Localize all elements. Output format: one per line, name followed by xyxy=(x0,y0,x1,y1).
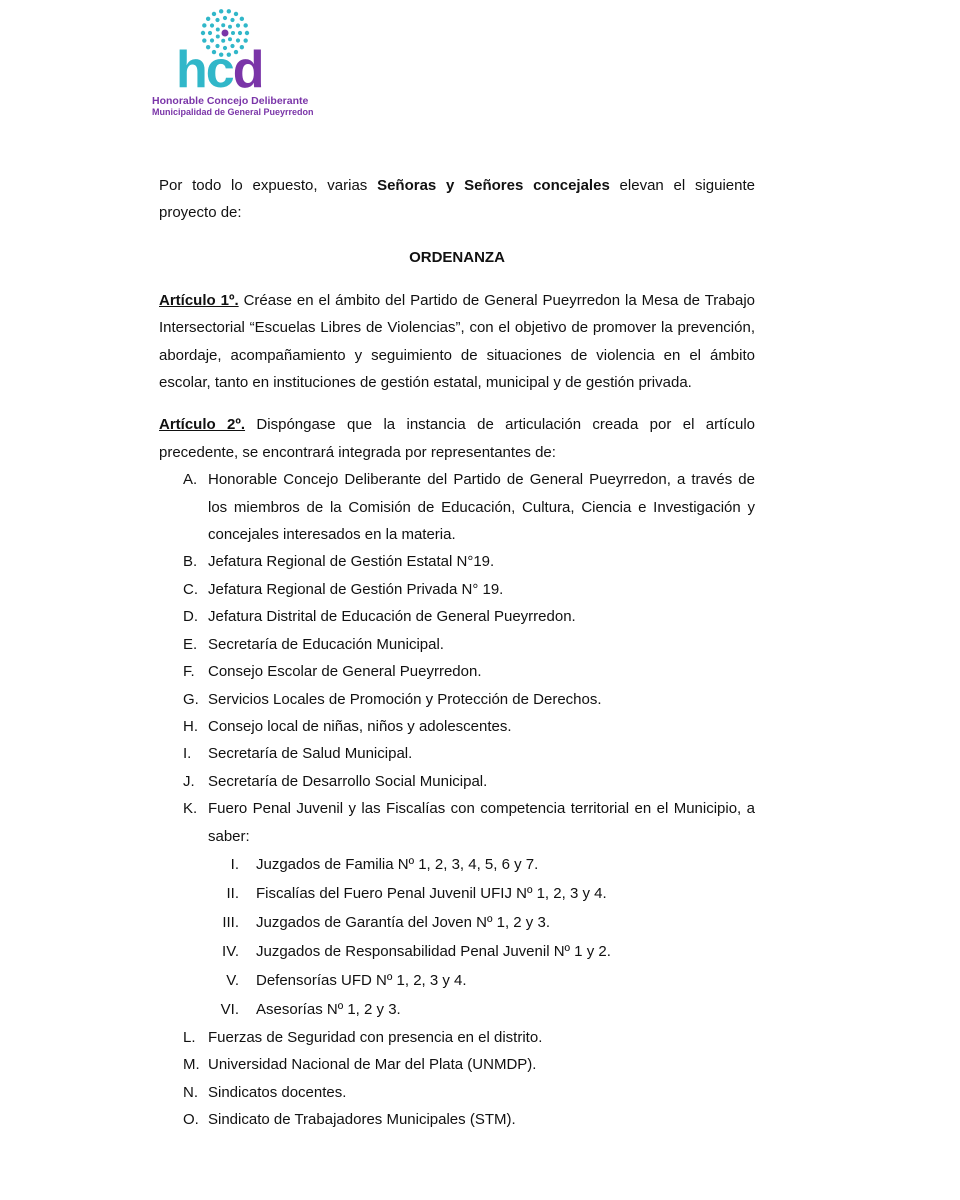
list-item xyxy=(159,576,755,603)
list-marker: VI. xyxy=(220,1000,239,1018)
list-marker: L. xyxy=(183,1028,196,1046)
list-marker: N. xyxy=(183,1083,198,1101)
list-item-text: Universidad Nacional de Mar del Plata (UNMDP). xyxy=(208,1056,537,1074)
logo-dot xyxy=(230,18,234,22)
logo-dot xyxy=(201,31,205,35)
logo-dot xyxy=(210,23,214,27)
list-marker: E. xyxy=(183,635,198,653)
list-marker: M. xyxy=(183,1056,200,1074)
logo-dot xyxy=(206,17,210,21)
logo-dot xyxy=(212,12,216,16)
list-item-text: Juzgados de Garantía del Joven Nº 1, 2 y 3. xyxy=(256,913,550,931)
list-item xyxy=(159,686,755,713)
list-item-text: Asesorías Nº 1, 2 y 3. xyxy=(256,1000,401,1018)
article-2-label: Artículo 2º. xyxy=(159,416,246,434)
logo-line-2: Municipalidad de General Pueyrredon xyxy=(152,107,314,117)
list-item-text: Consejo Escolar de General Pueyrredon. xyxy=(208,663,482,681)
logo-line-1: Honorable Concejo Deliberante xyxy=(152,95,309,107)
list-item-text: Jefatura Regional de Gestión Estatal N°19. xyxy=(208,553,495,571)
logo-dot xyxy=(238,31,242,35)
logo-dot xyxy=(234,12,238,16)
list-item xyxy=(159,713,755,740)
list-marker: K. xyxy=(183,800,198,818)
logo-dot xyxy=(219,9,223,13)
list-item-text: Juzgados de Familia Nº 1, 2, 3, 4, 5, 6 y 7. xyxy=(256,855,539,873)
list-item-text: Sindicato de Trabajadores Municipales (STM). xyxy=(208,1111,516,1129)
sublist-k xyxy=(208,850,755,1024)
sublist-item xyxy=(159,908,755,937)
logo-center-dot xyxy=(222,30,229,37)
logo-dot xyxy=(228,25,232,29)
list-item-text: Secretaría de Salud Municipal. xyxy=(208,745,413,763)
list-marker: B. xyxy=(183,553,198,571)
list-marker: II. xyxy=(226,884,239,902)
logo-dot xyxy=(216,28,220,32)
list-item xyxy=(159,1106,755,1133)
list-item xyxy=(159,631,755,658)
list-item-text: Sindicatos docentes. xyxy=(208,1083,347,1101)
article-1-text: Créase en el ámbito del Partido de General Pueyrredon la Mesa de Trabajo Intersectorial “Escuelas Libres de Violencias”, con el objetivo de promover la prevención, abordaje, acompañamiento y seguimiento de situaciones de violencia en el ámbito escolar, tanto en instituciones de gestión estatal, municipal y de gestión privada. xyxy=(159,291,755,392)
list-marker: F. xyxy=(183,663,195,681)
logo-wordmark xyxy=(176,41,263,99)
intro-text-end: elevan el siguiente proyecto de: xyxy=(159,177,755,222)
list-item xyxy=(159,548,755,575)
logo-letter-d: d xyxy=(232,41,263,99)
list-marker: G. xyxy=(183,690,199,708)
list-item xyxy=(159,603,755,630)
list-marker: C. xyxy=(183,580,198,598)
list-item-text: Servicios Locales de Promoción y Protección de Derechos. xyxy=(208,690,602,708)
list-item-text: Defensorías UFD Nº 1, 2, 3 y 4. xyxy=(256,971,467,989)
list-item xyxy=(159,795,755,850)
intro-text-start: Por todo lo expuesto, varias xyxy=(159,177,378,194)
logo-letter-h: h xyxy=(176,41,206,99)
list-marker: V. xyxy=(226,971,239,989)
logo-dot xyxy=(202,23,206,27)
logo-dot xyxy=(227,9,231,13)
list-marker: I. xyxy=(183,745,192,763)
list-item-text: Honorable Concejo Deliberante del Partido de General Pueyrredon, a través de los miembros de la Comisión de Educación, Cultura, Ciencia e Investigación y concejales interesados en la materia. xyxy=(208,471,755,544)
list-marker: III. xyxy=(222,913,239,931)
list-item-text: Fiscalías del Fuero Penal Juvenil UFIJ Nº 1, 2, 3 y 4. xyxy=(256,884,607,902)
list-marker: A. xyxy=(183,471,198,489)
intro-paragraph xyxy=(159,172,755,227)
list-item-text: Consejo local de niñas, niños y adolescentes. xyxy=(208,717,512,735)
hcd-logo xyxy=(150,8,314,117)
list-marker: J. xyxy=(183,772,195,790)
list-item-text: Jefatura Regional de Gestión Privada N° 19. xyxy=(208,580,504,598)
sublist-item xyxy=(159,995,755,1024)
sublist-item xyxy=(159,850,755,879)
sublist-item xyxy=(159,937,755,966)
logo-dot xyxy=(216,34,220,38)
logo-dot xyxy=(215,18,219,22)
list-item-text: Fuerzas de Seguridad con presencia en el distrito. xyxy=(208,1028,543,1046)
logo-letter-c: c xyxy=(205,41,233,99)
intro-bold-text: Señoras y Señores concejales xyxy=(377,177,610,194)
logo-dot xyxy=(245,31,249,35)
list-item xyxy=(159,1079,755,1106)
logo-dot xyxy=(231,31,235,35)
list-item xyxy=(159,466,755,548)
sublist-wrapper xyxy=(159,850,755,1024)
logo-dot xyxy=(208,31,212,35)
list-marker: O. xyxy=(183,1111,199,1129)
list-item xyxy=(159,1024,755,1051)
list-item-text: Jefatura Distrital de Educación de General Pueyrredon. xyxy=(208,608,576,626)
logo-dot xyxy=(243,23,247,27)
list-item xyxy=(159,1051,755,1078)
list-marker: D. xyxy=(183,608,198,626)
list-item xyxy=(159,740,755,767)
list-item xyxy=(159,768,755,795)
list-item xyxy=(159,658,755,685)
document-title: ORDENANZA xyxy=(409,248,505,266)
list-marker: IV. xyxy=(222,942,239,960)
article-2 xyxy=(159,411,755,466)
logo-dot xyxy=(221,23,225,27)
sublist-item xyxy=(159,879,755,908)
logo-dot xyxy=(236,23,240,27)
list-item-text: Secretaría de Educación Municipal. xyxy=(208,635,444,653)
list-marker: H. xyxy=(183,717,198,735)
article-1-label: Artículo 1º. xyxy=(159,291,239,309)
list-item-text: Juzgados de Responsabilidad Penal Juvenil Nº 1 y 2. xyxy=(256,942,611,960)
article-1 xyxy=(159,287,755,397)
list-marker: I. xyxy=(230,855,239,873)
article-2-list xyxy=(159,466,755,1133)
list-item-text: Secretaría de Desarrollo Social Municipal. xyxy=(208,772,488,790)
list-item-text: Fuero Penal Juvenil y las Fiscalías con competencia territorial en el Municipio, a saber: xyxy=(208,800,755,845)
logo-dot xyxy=(223,16,227,20)
logo-dot xyxy=(240,17,244,21)
sublist-item xyxy=(159,966,755,995)
article-2-text: Dispóngase que la instancia de articulación creada por el artículo precedente, se encontrará integrada por representantes de: xyxy=(159,416,755,461)
document-body xyxy=(159,172,755,1134)
